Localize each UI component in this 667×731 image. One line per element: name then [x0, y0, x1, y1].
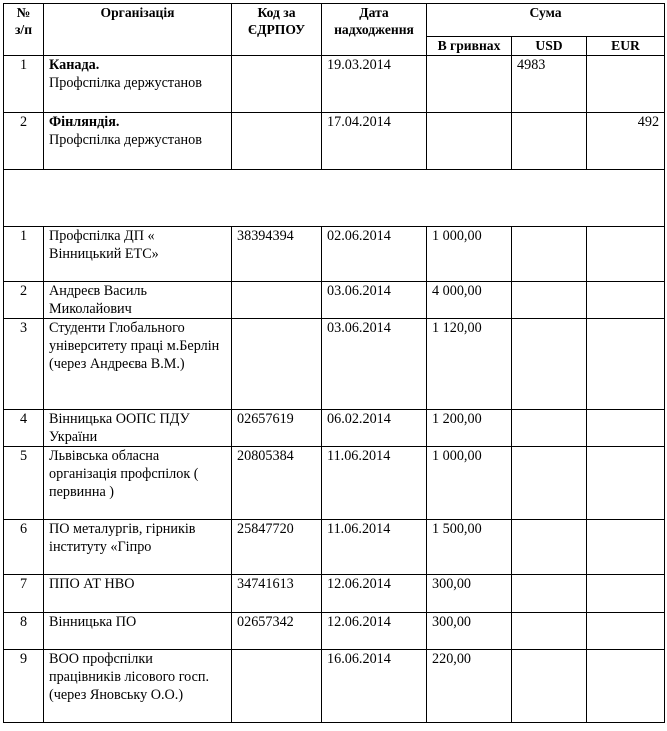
header-date: Дата надходження: [322, 4, 427, 56]
row-organization: ППО АТ НВО: [44, 575, 232, 613]
table-body: [4, 56, 665, 723]
row-date: 11.06.2014: [322, 520, 427, 575]
row-uah: 300,00: [427, 613, 512, 650]
row-date: 17.04.2014: [322, 113, 427, 170]
separator-cell: [4, 170, 665, 227]
row-date: 19.03.2014: [322, 56, 427, 113]
row-code: 34741613: [232, 575, 322, 613]
row-code: 20805384: [232, 447, 322, 520]
row-date: 02.06.2014: [322, 227, 427, 282]
row-uah: [427, 113, 512, 170]
row-country: Канада.: [49, 57, 100, 73]
row-usd: [512, 227, 587, 282]
row-usd: [512, 282, 587, 319]
row-uah: 1 000,00: [427, 447, 512, 520]
row-code: [232, 650, 322, 723]
header-number: № з/п: [4, 4, 44, 56]
table-header: [4, 4, 665, 56]
row-usd: [512, 650, 587, 723]
row-eur: [587, 447, 665, 520]
row-uah: 4 000,00: [427, 282, 512, 319]
row-number: 1: [4, 227, 44, 282]
row-organization-detail: Профспілка держустанов: [49, 75, 202, 91]
row-code: 38394394: [232, 227, 322, 282]
row-number: 5: [4, 447, 44, 520]
header-uah: В гривнах: [427, 37, 512, 56]
row-number: 4: [4, 410, 44, 447]
row-code: 02657342: [232, 613, 322, 650]
header-code: Код за ЄДРПОУ: [232, 4, 322, 56]
table-row: [4, 650, 665, 723]
row-date: 11.06.2014: [322, 447, 427, 520]
row-date: 16.06.2014: [322, 650, 427, 723]
row-eur: 492: [587, 113, 665, 170]
row-usd: [512, 575, 587, 613]
row-organization: Вінницька ПО: [44, 613, 232, 650]
table-row: [4, 613, 665, 650]
row-organization: Студенти Глобального університету праці м.Берлін (через Андреєва В.М.): [44, 319, 232, 410]
row-eur: [587, 56, 665, 113]
row-usd: 4983: [512, 56, 587, 113]
row-organization: Львівська обласна організація профспілок ( первинна ): [44, 447, 232, 520]
row-organization: ПО металургів, гірників інституту «Гіпро: [44, 520, 232, 575]
header-row: [4, 4, 665, 37]
row-code: [232, 319, 322, 410]
row-number: 8: [4, 613, 44, 650]
row-organization: ВОО профспілки працівників лісового госп. (через Яновську О.О.): [44, 650, 232, 723]
row-eur: [587, 575, 665, 613]
row-eur: [587, 319, 665, 410]
row-uah: 1 500,00: [427, 520, 512, 575]
row-eur: [587, 282, 665, 319]
row-uah: [427, 56, 512, 113]
row-date: 12.06.2014: [322, 613, 427, 650]
row-organization: [44, 56, 232, 113]
table-row: [4, 447, 665, 520]
row-uah: 300,00: [427, 575, 512, 613]
table-row: [4, 319, 665, 410]
row-eur: [587, 650, 665, 723]
table-row: [4, 410, 665, 447]
row-date: 06.02.2014: [322, 410, 427, 447]
row-organization: Профспілка ДП « Вінницький ЕТС»: [44, 227, 232, 282]
row-usd: [512, 319, 587, 410]
row-code: [232, 56, 322, 113]
row-uah: 1 000,00: [427, 227, 512, 282]
donations-table: [3, 3, 665, 723]
row-usd: [512, 520, 587, 575]
row-organization: Вінницька ООПС ПДУ України: [44, 410, 232, 447]
row-eur: [587, 613, 665, 650]
header-eur: EUR: [587, 37, 665, 56]
row-code: [232, 282, 322, 319]
row-organization: Андреєв Василь Миколайович: [44, 282, 232, 319]
row-usd: [512, 113, 587, 170]
row-uah: 1 120,00: [427, 319, 512, 410]
table-row: [4, 56, 665, 113]
row-organization: [44, 113, 232, 170]
row-eur: [587, 520, 665, 575]
row-uah: 220,00: [427, 650, 512, 723]
row-code: 25847720: [232, 520, 322, 575]
row-date: 12.06.2014: [322, 575, 427, 613]
row-organization-detail: Профспілка держустанов: [49, 132, 202, 148]
row-usd: [512, 410, 587, 447]
row-country: Фінляндія.: [49, 114, 120, 130]
row-number: 9: [4, 650, 44, 723]
row-number: 6: [4, 520, 44, 575]
row-date: 03.06.2014: [322, 282, 427, 319]
row-code: [232, 113, 322, 170]
table-row: [4, 113, 665, 170]
row-number: 3: [4, 319, 44, 410]
table-row: [4, 520, 665, 575]
row-eur: [587, 227, 665, 282]
row-eur: [587, 410, 665, 447]
table-row: [4, 227, 665, 282]
table-row: [4, 282, 665, 319]
row-number: 1: [4, 56, 44, 113]
row-code: 02657619: [232, 410, 322, 447]
header-sum: Сума: [427, 4, 665, 37]
header-usd: USD: [512, 37, 587, 56]
header-organization: Організація: [44, 4, 232, 56]
separator-row: [4, 170, 665, 227]
row-usd: [512, 447, 587, 520]
row-usd: [512, 613, 587, 650]
row-date: 03.06.2014: [322, 319, 427, 410]
row-number: 2: [4, 113, 44, 170]
row-uah: 1 200,00: [427, 410, 512, 447]
row-number: 7: [4, 575, 44, 613]
row-number: 2: [4, 282, 44, 319]
table-row: [4, 575, 665, 613]
